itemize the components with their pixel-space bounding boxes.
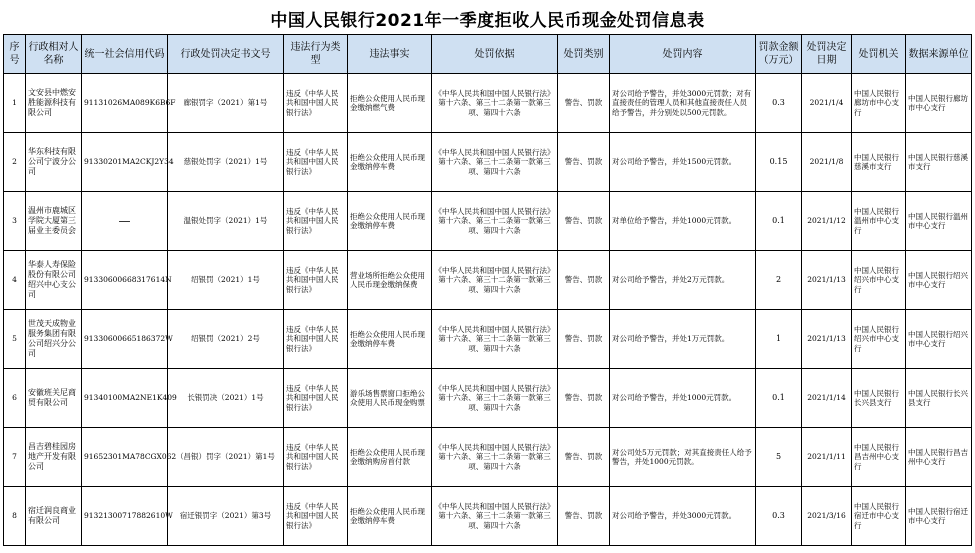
decision-doc-number: 宿迁银罚字（2021）第3号 bbox=[168, 487, 284, 546]
data-source: 中国人民银行绍兴市中心支行 bbox=[906, 310, 972, 369]
fine-amount: 0.1 bbox=[756, 369, 802, 428]
data-source: 中国人民银行绍兴市中心支行 bbox=[906, 251, 972, 310]
credit-code: 91131026MA089K6B6F bbox=[82, 74, 168, 133]
row-number: 4 bbox=[4, 251, 26, 310]
credit-code: 91330600665186372W bbox=[82, 310, 168, 369]
column-header: 处罚依据 bbox=[432, 35, 558, 74]
credit-code: 91330201MA2CKJ2Y34 bbox=[82, 133, 168, 192]
column-header: 处罚机关 bbox=[852, 35, 906, 74]
column-header: 违法事实 bbox=[348, 35, 432, 74]
party-name: 华东科技有限公司宁波分公司 bbox=[26, 133, 82, 192]
decision-doc-number: （昌银）罚字（2021）第1号 bbox=[168, 428, 284, 487]
fine-amount: 0.15 bbox=[756, 133, 802, 192]
decision-doc-number: 绍银罚（2021）2号 bbox=[168, 310, 284, 369]
penalty-authority: 中国人民银行绍兴市中心支行 bbox=[852, 310, 906, 369]
data-source: 中国人民银行廊坊市中心支行 bbox=[906, 74, 972, 133]
penalty-authority: 中国人民银行慈溪市支行 bbox=[852, 133, 906, 192]
penalty-content: 对公司给予警告，并处1000元罚款。 bbox=[610, 369, 756, 428]
table-row bbox=[4, 487, 972, 546]
violation-type: 违反《中华人民共和国中国人民银行法》 bbox=[284, 74, 348, 133]
row-number: 3 bbox=[4, 192, 26, 251]
column-header: 罚款金额（万元） bbox=[756, 35, 802, 74]
penalty-basis: 《中华人民共和国中国人民银行法》第十六条、第三十二条第一款第三项、第四十六条 bbox=[432, 487, 558, 546]
violation-type: 违反《中华人民共和国中国人民银行法》 bbox=[284, 251, 348, 310]
page-title: 中国人民银行2021年一季度拒收人民币现金处罚信息表 bbox=[270, 11, 705, 31]
decision-date: 2021/1/14 bbox=[802, 369, 852, 428]
penalty-authority: 中国人民银行宿迁市中心支行 bbox=[852, 487, 906, 546]
penalty-authority: 中国人民银行廊坊市中心支行 bbox=[852, 74, 906, 133]
data-source: 中国人民银行昌吉州中心支行 bbox=[906, 428, 972, 487]
party-name: 温州市鹿城区学院大厦第三届业主委员会 bbox=[26, 192, 82, 251]
penalty-content: 对公司给予警告，并处3000元罚款。 bbox=[610, 487, 756, 546]
violation-fact: 拒绝公众使用人民币现金缴纳停车费 bbox=[348, 487, 432, 546]
violation-fact: 拒绝公众使用人民币现金缴纳燃气费 bbox=[348, 74, 432, 133]
table-row bbox=[4, 74, 972, 133]
party-name: 宿迁润良商业有限公司 bbox=[26, 487, 82, 546]
violation-fact: 拒绝公众使用人民币现金缴纳停车费 bbox=[348, 133, 432, 192]
decision-doc-number: 慈银处罚字（2021）1号 bbox=[168, 133, 284, 192]
party-name: 华泰人寿保险股份有限公司绍兴中心支公司 bbox=[26, 251, 82, 310]
penalty-category: 警告、罚款 bbox=[558, 428, 610, 487]
party-name: 安徽班关尼商贸有限公司 bbox=[26, 369, 82, 428]
decision-date: 2021/3/16 bbox=[802, 487, 852, 546]
decision-date: 2021/1/4 bbox=[802, 74, 852, 133]
column-header: 序号 bbox=[4, 35, 26, 74]
penalty-basis: 《中华人民共和国中国人民银行法》第十六条、第三十二条第一款第三项、第四十六条 bbox=[432, 428, 558, 487]
table-row bbox=[4, 133, 972, 192]
row-number: 8 bbox=[4, 487, 26, 546]
column-header: 数据来源单位 bbox=[906, 35, 972, 74]
column-header: 统一社会信用代码 bbox=[82, 35, 168, 74]
data-source: 中国人民银行长兴县支行 bbox=[906, 369, 972, 428]
row-number: 6 bbox=[4, 369, 26, 428]
party-name: 昌吉碧桂园房地产开发有限公司 bbox=[26, 428, 82, 487]
violation-type: 违反《中华人民共和国中国人民银行法》 bbox=[284, 428, 348, 487]
header-row bbox=[4, 35, 972, 74]
credit-code: 91652301MA78CGX062 bbox=[82, 428, 168, 487]
table-row bbox=[4, 428, 972, 487]
penalty-category: 警告、罚款 bbox=[558, 251, 610, 310]
decision-doc-number: 绍银罚（2021）1号 bbox=[168, 251, 284, 310]
penalty-category: 警告、罚款 bbox=[558, 487, 610, 546]
decision-doc-number: 温银处罚字（2021）1号 bbox=[168, 192, 284, 251]
penalty-content: 对公司给予警告，并处1500元罚款。 bbox=[610, 133, 756, 192]
violation-type: 违反《中华人民共和国中国人民银行法》 bbox=[284, 133, 348, 192]
penalty-content: 对公司给予警告，并处2万元罚款。 bbox=[610, 251, 756, 310]
violation-fact: 拒绝公众使用人民币现金缴纳停车费 bbox=[348, 310, 432, 369]
row-number: 2 bbox=[4, 133, 26, 192]
penalty-basis: 《中华人民共和国中国人民银行法》第十六条、第三十二条第一款第三项、第四十六条 bbox=[432, 251, 558, 310]
decision-date: 2021/1/11 bbox=[802, 428, 852, 487]
decision-date: 2021/1/13 bbox=[802, 310, 852, 369]
column-header: 处罚决定日期 bbox=[802, 35, 852, 74]
fine-amount: 0.3 bbox=[756, 487, 802, 546]
penalty-content: 对公司给予警告，并处1万元罚款。 bbox=[610, 310, 756, 369]
decision-date: 2021/1/8 bbox=[802, 133, 852, 192]
credit-code: — bbox=[82, 192, 168, 251]
penalty-category: 警告、罚款 bbox=[558, 133, 610, 192]
penalty-basis: 《中华人民共和国中国人民银行法》第十六条、第三十二条第一款第三项、第四十六条 bbox=[432, 310, 558, 369]
data-source: 中国人民银行宿迁市中心支行 bbox=[906, 487, 972, 546]
fine-amount: 0.3 bbox=[756, 74, 802, 133]
violation-type: 违反《中华人民共和国中国人民银行法》 bbox=[284, 192, 348, 251]
column-header: 违法行为类型 bbox=[284, 35, 348, 74]
column-header: 处罚类别 bbox=[558, 35, 610, 74]
party-name: 文安县中燃安胜能源科技有限公司 bbox=[26, 74, 82, 133]
violation-fact: 游乐场售票窗口拒绝公众使用人民币现金购票 bbox=[348, 369, 432, 428]
credit-code: 91340100MA2NE1K409 bbox=[82, 369, 168, 428]
party-name: 世茂天成物业服务集团有限公司绍兴分公司 bbox=[26, 310, 82, 369]
table-row bbox=[4, 251, 972, 310]
penalty-authority: 中国人民银行长兴县支行 bbox=[852, 369, 906, 428]
table-row bbox=[4, 369, 972, 428]
table-row bbox=[4, 310, 972, 369]
column-header: 行政相对人名称 bbox=[26, 35, 82, 74]
row-number: 5 bbox=[4, 310, 26, 369]
column-header: 行政处罚决定书文号 bbox=[168, 35, 284, 74]
column-header: 处罚内容 bbox=[610, 35, 756, 74]
penalty-authority: 中国人民银行绍兴市中心支行 bbox=[852, 251, 906, 310]
fine-amount: 2 bbox=[756, 251, 802, 310]
penalty-basis: 《中华人民共和国中国人民银行法》第十六条、第三十二条第一款第三项、第四十六条 bbox=[432, 369, 558, 428]
violation-fact: 拒绝公众使用人民币现金缴纳购房首付款 bbox=[348, 428, 432, 487]
decision-doc-number: 长银罚决（2021）1号 bbox=[168, 369, 284, 428]
credit-code: 91321300717882610W bbox=[82, 487, 168, 546]
table-row bbox=[4, 192, 972, 251]
decision-date: 2021/1/12 bbox=[802, 192, 852, 251]
decision-date: 2021/1/13 bbox=[802, 251, 852, 310]
violation-fact: 拒绝公众使用人民币现金缴纳停车费 bbox=[348, 192, 432, 251]
fine-amount: 5 bbox=[756, 428, 802, 487]
violation-type: 违反《中华人民共和国中国人民银行法》 bbox=[284, 487, 348, 546]
penalty-basis: 《中华人民共和国中国人民银行法》第十六条、第三十二条第一款第三项、第四十六条 bbox=[432, 192, 558, 251]
row-number: 7 bbox=[4, 428, 26, 487]
penalty-content: 对公司给予警告，并处3000元罚款；对有直接责任的管理人员和其他直接责任人员给予警告，并分别处以500元罚款。 bbox=[610, 74, 756, 133]
penalty-content: 对公司处5万元罚款；对其直接责任人给予警告，并处1000元罚款。 bbox=[610, 428, 756, 487]
violation-type: 违反《中华人民共和国中国人民银行法》 bbox=[284, 310, 348, 369]
data-source: 中国人民银行慈溪市支行 bbox=[906, 133, 972, 192]
decision-doc-number: 廊银罚字（2021）第1号 bbox=[168, 74, 284, 133]
penalty-category: 警告、罚款 bbox=[558, 369, 610, 428]
penalty-table bbox=[3, 34, 972, 546]
penalty-basis: 《中华人民共和国中国人民银行法》第十六条、第三十二条第一款第三项、第四十六条 bbox=[432, 74, 558, 133]
penalty-authority: 中国人民银行昌吉州中心支行 bbox=[852, 428, 906, 487]
penalty-authority: 中国人民银行温州市中心支行 bbox=[852, 192, 906, 251]
fine-amount: 1 bbox=[756, 310, 802, 369]
violation-type: 违反《中华人民共和国中国人民银行法》 bbox=[284, 369, 348, 428]
penalty-content: 对单位给予警告，并处1000元罚款。 bbox=[610, 192, 756, 251]
penalty-category: 警告、罚款 bbox=[558, 74, 610, 133]
violation-fact: 营业场所拒绝公众使用人民币现金缴纳保费 bbox=[348, 251, 432, 310]
penalty-category: 警告、罚款 bbox=[558, 192, 610, 251]
penalty-category: 警告、罚款 bbox=[558, 310, 610, 369]
penalty-basis: 《中华人民共和国中国人民银行法》第十六条、第三十二条第一款第三项、第四十六条 bbox=[432, 133, 558, 192]
data-source: 中国人民银行温州市中心支行 bbox=[906, 192, 972, 251]
row-number: 1 bbox=[4, 74, 26, 133]
fine-amount: 0.1 bbox=[756, 192, 802, 251]
credit-code: 91330600668317614N bbox=[82, 251, 168, 310]
